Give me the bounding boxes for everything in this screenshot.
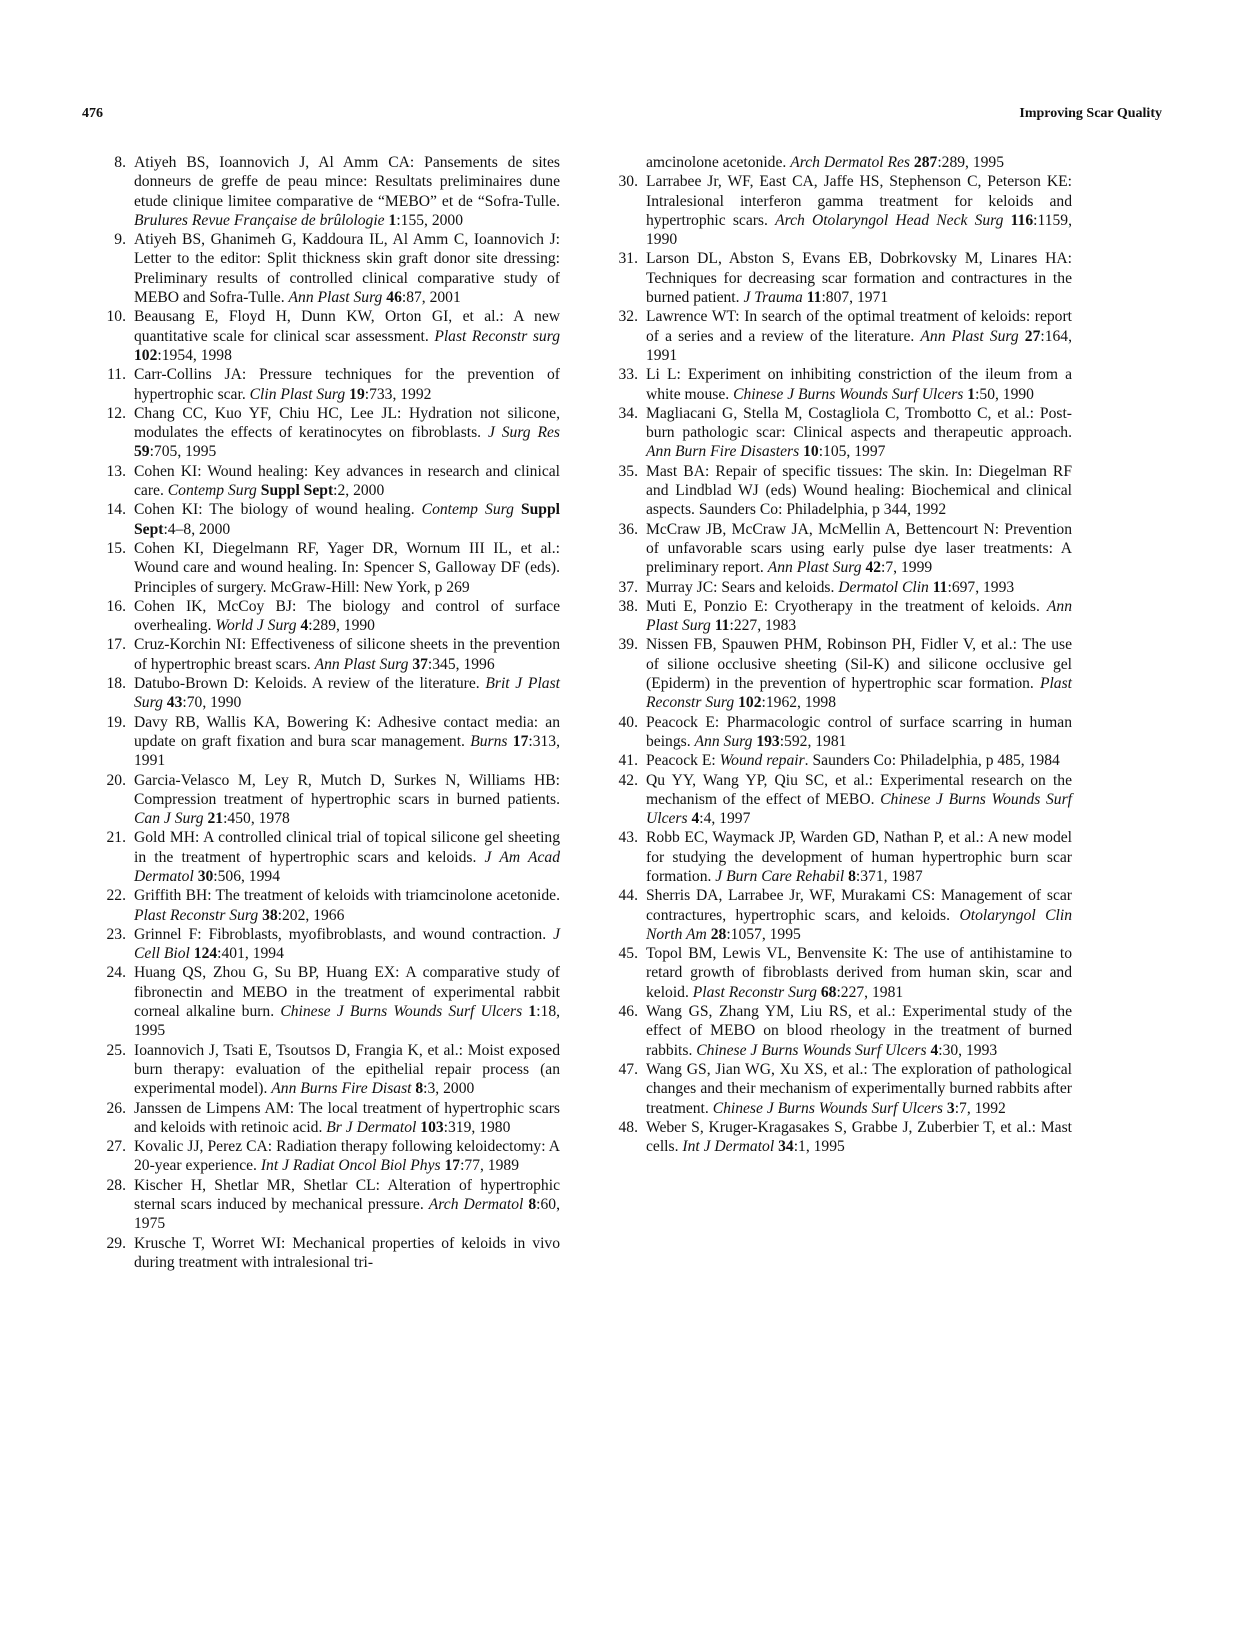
citation-text: Wang GS, Zhang YM, Liu RS, et al.: Experimental study of the effect of MEBO on blood rheology in the treatment of burned rabbits. (646, 1003, 1072, 1059)
reference-entry (90, 925, 560, 964)
journal-name: Brit J Plast Surg (134, 675, 560, 712)
reference-number: 28. (106, 1176, 126, 1194)
reference-entry (90, 771, 560, 829)
volume-number: 4 (300, 617, 309, 635)
journal-name: J Burn Care Rehabil (715, 867, 845, 885)
citation-text: Janssen de Limpens AM: The local treatment of hypertrophic scars and keloids with retinoic acid. (134, 1099, 560, 1136)
reference-text (134, 307, 560, 365)
volume-number: 1 (388, 211, 397, 229)
citation-text: :4, 1997 (699, 810, 751, 828)
volume-number: 193 (756, 732, 780, 750)
reference-number: 19. (106, 713, 126, 731)
citation-text: Cohen KI, Diegelmann RF, Yager DR, Wornum III IL, et al.: Wound care and wound healing. In: Spencer S, Galloway DF (eds). Principles of surgery. McGraw-Hill: New York, p 269 (134, 539, 560, 596)
citation-text: :1962, 1998 (761, 694, 837, 712)
journal-name: Brulures Revue Française de brûlologie (134, 211, 385, 229)
reference-entry (90, 539, 560, 597)
reference-entry (602, 597, 1072, 636)
volume-number: 27 (1024, 327, 1041, 345)
volume-number: Suppl Sept (134, 501, 560, 538)
reference-text (646, 1060, 1072, 1118)
citation-text: Atiyeh BS, Ioannovich J, Al Amm CA: Pansements de sites donneurs de greffe de peau mince: Resultats preliminaires dune etude clinique limitee comparative de “MEBO” et de “Sofra-Tulle. (134, 154, 560, 210)
citation-text: McCraw JB, McCraw JA, McMellin A, Bettencourt N: Prevention of unfavorable scars using early pulse dye laser treatments: A preliminary report. (646, 520, 1072, 577)
citation-text: Krusche T, Worret WI: Mechanical properties of keloids in vivo during treatment with intralesional tri- (134, 1234, 560, 1271)
reference-number: 24. (106, 964, 126, 982)
reference-text (646, 828, 1072, 886)
citation-text: Peacock E: (646, 752, 720, 770)
reference-number: 29. (106, 1234, 126, 1252)
journal-name: Br J Dermatol (326, 1118, 417, 1136)
citation-text: Li L: Experiment on inhibiting constriction of the ileum from a white mouse. (646, 366, 1072, 403)
reference-number: 34. (618, 404, 638, 422)
citation-text: Weber S, Kruger-Kragasakes S, Grabbe J, Zuberbier T, et al.: Mast cells. (646, 1118, 1072, 1156)
volume-number: 11 (806, 289, 822, 307)
reference-entry (90, 597, 560, 636)
volume-number: 1 (967, 385, 976, 403)
running-header (82, 106, 1162, 122)
journal-name: Chinese J Burns Wounds Surf Ulcers (696, 1041, 927, 1059)
reference-entry (90, 1099, 560, 1138)
journal-name: Chinese J Burns Wounds Surf Ulcers (646, 790, 1072, 828)
volume-number: 287 (913, 154, 938, 171)
citation-text: Cohen KI: The biology of wound healing. (134, 501, 422, 519)
citation-text: :70, 1990 (182, 694, 242, 712)
reference-entry (602, 1060, 1072, 1118)
reference-text (134, 771, 560, 829)
citation-text: Datubo-Brown D: Keloids. A review of the literature. (134, 675, 486, 693)
reference-number: 23. (106, 925, 126, 943)
citation-text (514, 501, 521, 518)
citation-text: :345, 1996 (427, 655, 495, 673)
reference-text (646, 249, 1072, 307)
reference-text (134, 713, 560, 771)
reference-entry (602, 886, 1072, 944)
reference-text (646, 713, 1072, 752)
reference-number: 25. (106, 1041, 126, 1059)
citation-text: Chang CC, Kuo YF, Chiu HC, Lee JL: Hydration not silicone, modulates the effects of keratinocytes on fibroblasts. (134, 404, 560, 442)
citation-text: Qu YY, Wang YP, Qiu SC, et al.: Experimental research on the mechanism of the effect of MEBO. (646, 771, 1072, 808)
volume-number: 34 (778, 1138, 794, 1156)
reference-number: 30. (618, 173, 638, 191)
reference-entry (90, 1041, 560, 1099)
volume-number: 1 (528, 1003, 537, 1021)
citation-text: :164, 1991 (646, 327, 1072, 364)
reference-number: 47. (618, 1060, 638, 1078)
journal-name: Chinese J Burns Wounds Surf Ulcers (280, 1003, 523, 1021)
volume-number: 8 (415, 1080, 424, 1098)
reference-number: 48. (618, 1118, 638, 1136)
reference-text (134, 539, 560, 597)
journal-name: Plast Reconstr Surg (692, 983, 817, 1001)
reference-text (134, 828, 560, 886)
reference-number: 33. (618, 366, 638, 384)
reference-entry (90, 230, 560, 307)
reference-text (646, 1118, 1072, 1157)
reference-text (646, 944, 1072, 1002)
reference-number: 10. (106, 308, 126, 326)
volume-number: 8 (528, 1196, 537, 1214)
citation-text: Larrabee Jr, WF, East CA, Jaffe HS, Stephenson C, Peterson KE: Intralesional interferon gamma treatment for keloids and hypertrophic scars. (646, 173, 1072, 229)
reference-text (646, 751, 1072, 770)
reference-number: 36. (618, 520, 638, 538)
citation-text: amcinolone acetonide. (646, 154, 791, 171)
reference-text (134, 1137, 560, 1176)
journal-name: J Am Acad Dermatol (134, 848, 561, 885)
reference-number: 45. (618, 945, 638, 963)
reference-text (646, 365, 1072, 404)
reference-entry (90, 635, 560, 674)
reference-number: 9. (114, 231, 126, 249)
citation-text: :289, 1990 (308, 617, 375, 635)
citation-text: :105, 1997 (818, 443, 886, 461)
reference-number: 43. (618, 829, 638, 847)
reference-entry (90, 713, 560, 771)
citation-text: Cohen IK, McCoy BJ: The biology and control of surface overhealing. (134, 597, 560, 635)
journal-name: Ann Plast Surg (288, 289, 383, 307)
reference-text (134, 963, 560, 1040)
citation-text: Carr-Collins JA: Pressure techniques for the prevention of hypertrophic scar. (134, 366, 560, 403)
citation-text: :202, 1966 (277, 906, 345, 924)
reference-entry (90, 404, 560, 462)
citation-text: Garcia-Velasco M, Ley R, Mutch D, Surkes N, Williams HB: Compression treatment of hypertrophic scars in burned patients. (134, 771, 560, 808)
citation-text: :7, 1999 (881, 559, 933, 577)
journal-name: Plast Reconstr Surg (646, 675, 1072, 712)
journal-name: Ann Surg (694, 732, 753, 750)
citation-text: Wang GS, Jian WG, Xu XS, et al.: The exploration of pathological changes and their mechanism of experimentally burned rabbits after treatment. (646, 1060, 1072, 1117)
reference-number: 21. (106, 829, 126, 847)
reference-text (134, 500, 560, 539)
reference-entry (90, 886, 560, 925)
volume-number: 4 (930, 1041, 939, 1059)
reference-text (134, 886, 560, 925)
reference-number: 17. (106, 636, 126, 654)
citation-text: :313, 1991 (134, 732, 560, 770)
citation-text: :3, 2000 (423, 1080, 475, 1098)
citation-text: Muti E, Ponzio E: Cryotherapy in the treatment of keloids. (646, 597, 1047, 615)
journal-name: Dermatol Clin (838, 578, 929, 596)
reference-text (134, 925, 560, 964)
reference-entry (602, 307, 1072, 365)
volume-number: 42 (865, 559, 882, 577)
reference-text (646, 578, 1072, 597)
journal-name: Int J Dermatol (682, 1138, 775, 1156)
citation-text: :50, 1990 (975, 385, 1034, 403)
reference-number: 15. (106, 539, 126, 557)
citation-text: :30, 1993 (938, 1041, 998, 1059)
citation-text: :87, 2001 (401, 289, 461, 307)
journal-name: Clin Plast Surg (249, 385, 346, 403)
journal-name: J Trauma (743, 289, 803, 307)
journal-name: Chinese J Burns Wounds Surf Ulcers (712, 1099, 943, 1117)
journal-name: J Cell Biol (134, 925, 560, 963)
reference-number: 18. (106, 675, 126, 693)
volume-number: 124 (193, 945, 218, 963)
volume-number: 4 (691, 810, 700, 828)
journal-name: Int J Radiat Oncol Biol Phys (260, 1157, 441, 1175)
volume-number: 8 (848, 867, 856, 885)
citation-text: :1159, 1990 (646, 211, 1072, 249)
running-title: Improving Scar Quality (1019, 106, 1162, 121)
citation-text: :371, 1987 (855, 867, 923, 885)
reference-entry (602, 249, 1072, 307)
reference-entry (602, 404, 1072, 462)
journal-name: Ann Plast Surg (920, 327, 1019, 345)
reference-entry (602, 751, 1072, 770)
reference-entry (90, 828, 560, 886)
journal-name: Chinese J Burns Wounds Surf Ulcers (733, 385, 964, 403)
citation-text: :450, 1978 (223, 810, 290, 828)
citation-text: Robb EC, Waymack JP, Warden GD, Nathan P, et al.: A new model for studying the development of human hypertrophic burn scar formation. (646, 829, 1072, 885)
reference-text (134, 1176, 560, 1234)
citation-text: :1, 1995 (793, 1138, 845, 1156)
reference-number: 14. (106, 501, 126, 519)
reference-text (646, 771, 1072, 829)
reference-entry (602, 520, 1072, 578)
volume-number: 21 (207, 810, 224, 828)
reference-number: 16. (106, 597, 126, 615)
citation-text: :60, 1975 (134, 1196, 560, 1233)
reference-number: 13. (106, 462, 126, 480)
reference-text (134, 230, 560, 307)
citation-text: :155, 2000 (396, 211, 464, 229)
volume-number: 28 (710, 925, 727, 943)
citation-text: :77, 1989 (460, 1157, 519, 1175)
journal-name: Ann Plast Surg (314, 655, 409, 673)
journal-name: Ann Plast Surg (646, 597, 1072, 635)
citation-text: :1057, 1995 (726, 925, 801, 943)
reference-entry (90, 674, 560, 713)
reference-text (602, 153, 1072, 172)
citation-text: :592, 1981 (779, 732, 847, 750)
volume-number: 43 (166, 694, 183, 712)
reference-number: 27. (106, 1138, 126, 1156)
reference-entry (602, 828, 1072, 886)
reference-text (134, 674, 560, 713)
citation-text: Lawrence WT: In search of the optimal treatment of keloids: report of a series and a review of the literature. (646, 308, 1072, 345)
reference-number: 11. (107, 366, 126, 384)
reference-text (646, 404, 1072, 462)
citation-text: :1954, 1998 (157, 346, 232, 364)
references-right-column (602, 153, 1072, 1156)
reference-text (646, 635, 1072, 712)
reference-number: 41. (618, 752, 638, 770)
volume-number: Suppl Sept (260, 482, 334, 500)
volume-number: 11 (714, 617, 730, 635)
citation-text: Murray JC: Sears and keloids. (646, 578, 839, 596)
reference-text (134, 635, 560, 674)
reference-number: 20. (106, 771, 126, 789)
reference-entry (90, 153, 560, 230)
volume-number: 30 (197, 867, 214, 885)
journal-name: Ann Burn Fire Disasters (646, 443, 800, 461)
reference-entry (602, 462, 1072, 520)
journal-name: Arch Otolaryngol Head Neck Surg (775, 211, 1004, 229)
volume-number: 37 (412, 655, 428, 673)
citation-text: Mast BA: Repair of specific tissues: The skin. In: Diegelman RF and Lindblad WJ (eds) Wound healing: Biochemical and clinical aspects. Saunders Co: Philadelphia, p 344, 1992 (646, 462, 1072, 519)
citation-text: :227, 1983 (729, 617, 797, 635)
reference-text (646, 520, 1072, 578)
citation-text: :7, 1992 (954, 1099, 1006, 1117)
citation-text: :289, 1995 (937, 154, 1005, 171)
journal-name: Plast Reconstr Surg (134, 906, 259, 924)
reference-number: 39. (618, 636, 638, 654)
citation-text: :319, 1980 (443, 1118, 511, 1136)
reference-entry (90, 307, 560, 365)
journal-name: Arch Dermatol (428, 1196, 524, 1214)
reference-text (646, 307, 1072, 365)
citation-text: :506, 1994 (213, 867, 280, 885)
reference-text (646, 172, 1072, 249)
volume-number: 3 (946, 1099, 955, 1117)
reference-text (134, 462, 560, 501)
journal-name: World J Surg (215, 617, 297, 635)
journal-name: Ann Plast Surg (767, 559, 862, 577)
citation-text: Magliacani G, Stella M, Costagliola C, Trombotto C, et al.: Post-burn pathologic scar: Clinical aspects and therapeutic approach. (646, 404, 1072, 442)
reference-number: 8. (114, 154, 126, 171)
citation-text: Grinnel F: Fibroblasts, myofibroblasts, and wound contraction. (134, 925, 554, 943)
reference-entry (602, 713, 1072, 752)
reference-entry (602, 1118, 1072, 1157)
citation-text: :697, 1993 (947, 578, 1015, 596)
reference-entry (90, 1176, 560, 1234)
journal-name: J Surg Res (487, 424, 560, 442)
reference-entry (90, 963, 560, 1040)
reference-number: 12. (106, 404, 126, 422)
reference-entry (90, 462, 560, 501)
reference-entry (602, 153, 1072, 172)
references-left-column (90, 153, 560, 1272)
reference-entry (602, 365, 1072, 404)
citation-text: :401, 1994 (217, 945, 284, 963)
reference-number: 26. (106, 1099, 126, 1117)
citation-text: :705, 1995 (149, 443, 217, 461)
citation-text: :807, 1971 (821, 289, 889, 307)
reference-number: 38. (618, 597, 638, 615)
citation-text: Kovalic JJ, Perez CA: Radiation therapy following keloidectomy: A 20-year experience. (134, 1138, 560, 1175)
volume-number: 116 (1010, 211, 1034, 229)
page-number: 476 (82, 106, 103, 121)
reference-text (646, 886, 1072, 944)
volume-number: 38 (262, 906, 278, 924)
reference-entry (90, 1137, 560, 1176)
volume-number: 103 (420, 1118, 444, 1136)
reference-text (134, 365, 560, 404)
reference-number: 31. (618, 250, 638, 268)
reference-entry (90, 500, 560, 539)
volume-number: 17 (444, 1157, 461, 1175)
reference-entry (602, 944, 1072, 1002)
journal-name: Plast Reconstr surg (434, 327, 561, 345)
citation-text: Davy RB, Wallis KA, Bowering K: Adhesive contact media: an update on graft fixation and bura scar management. (134, 713, 560, 750)
journal-name: Can J Surg (134, 810, 204, 828)
reference-entry (602, 1002, 1072, 1060)
citation-text: Larson DL, Abston S, Evans EB, Dobrkovsky M, Linares HA: Techniques for decreasing scar formation and contractures in the burned patient. (646, 250, 1072, 307)
reference-number: 35. (618, 462, 638, 480)
journal-name: Otolaryngol Clin North Am (646, 906, 1072, 943)
journal-name: Wound repair (719, 752, 805, 770)
citation-text: Peacock E: Pharmacologic control of surface scarring in human beings. (646, 713, 1072, 750)
reference-entry (90, 365, 560, 404)
journal-name: Contemp Surg (421, 501, 514, 519)
citation-text: :733, 1992 (364, 385, 432, 403)
volume-number: 17 (512, 732, 529, 750)
citation-text: Atiyeh BS, Ghanimeh G, Kaddoura IL, Al Amm C, Ioannovich J: Letter to the editor: Split thickness skin graft donor site dressing: Preliminary results of controlled clinical comparative study of MEBO and Sofra-Tulle. (134, 231, 560, 307)
reference-number: 42. (618, 771, 638, 789)
citation-text: :4–8, 2000 (163, 520, 231, 538)
reference-number: 22. (106, 887, 126, 905)
reference-text (134, 1041, 560, 1099)
reference-entry (602, 172, 1072, 249)
citation-text (1003, 212, 1010, 229)
journal-name: Arch Dermatol Res (790, 154, 911, 171)
volume-number: 102 (134, 346, 158, 364)
reference-entry (602, 578, 1072, 597)
citation-text: Beausang E, Floyd H, Dunn KW, Orton GI, et al.: A new quantitative scale for clinical scar assessment. (134, 308, 560, 345)
reference-text (134, 153, 560, 230)
reference-entry (90, 1234, 560, 1273)
reference-text (134, 404, 560, 462)
reference-text (646, 597, 1072, 636)
volume-number: 59 (134, 443, 150, 461)
reference-text (646, 462, 1072, 520)
reference-number: 32. (618, 308, 638, 326)
volume-number: 11 (932, 578, 948, 596)
reference-entry (602, 771, 1072, 829)
reference-number: 40. (618, 713, 638, 731)
citation-text: Gold MH: A controlled clinical trial of topical silicone gel sheeting in the treatment of hypertrophic scars and keloids. (134, 829, 560, 866)
citation-text: Ioannovich J, Tsati E, Tsoutsos D, Frangia K, et al.: Moist exposed burn therapy: evaluation of the epithelial repair process (an experimental model). (134, 1041, 560, 1098)
citation-text: Kischer H, Shetlar MR, Shetlar CL: Alteration of hypertrophic sternal scars induced by mechanical pressure. (134, 1176, 560, 1214)
citation-text: :227, 1981 (836, 983, 904, 1001)
volume-number: 68 (820, 983, 837, 1001)
citation-text: Sherris DA, Larrabee Jr, WF, Murakami CS: Management of scar contractures, hypertrophic scars, and keloids. (646, 887, 1072, 924)
journal-name: Burns (470, 732, 508, 750)
volume-number: 102 (738, 694, 762, 712)
volume-number: 10 (803, 443, 819, 461)
journal-name: Ann Burns Fire Disast (271, 1080, 412, 1098)
citation-text: :18, 1995 (134, 1003, 561, 1040)
volume-number: 19 (349, 385, 365, 403)
citation-text: Nissen FB, Spauwen PHM, Robinson PH, Fidler V, et al.: The use of silione occlusive sheeting (Sil-K) and silicone occlusive gel (Epiderm) in the prevention of hypertrophic scar formation. (646, 636, 1072, 693)
reference-text (134, 1099, 560, 1138)
reference-entry (602, 635, 1072, 712)
citation-text: Griffith BH: The treatment of keloids with triamcinolone acetonide. (134, 887, 560, 905)
citation-text: Huang QS, Zhou G, Su BP, Huang EX: A comparative study of fibronectin and MEBO in the treatment of experimental rabbit corneal alkaline burn. (134, 964, 560, 1021)
citation-text: Cruz-Korchin NI: Effectiveness of silicone sheets in the prevention of hypertrophic breast scars. (134, 636, 560, 673)
citation-text: Cohen KI: Wound healing: Key advances in research and clinical care. (134, 462, 560, 500)
citation-text: Topol BM, Lewis VL, Benvensite K: The use of antihistamine to retard growth of fibroblasts derived from human skin, scar and keloid. (646, 945, 1072, 1001)
citation-text: :2, 2000 (333, 482, 385, 500)
citation-text: . Saunders Co: Philadelphia, p 485, 1984 (804, 752, 1060, 770)
reference-text (134, 597, 560, 636)
journal-name: Contemp Surg (167, 482, 257, 500)
volume-number: 46 (386, 289, 402, 307)
reference-number: 46. (618, 1003, 638, 1021)
reference-number: 37. (618, 578, 638, 596)
reference-number: 44. (618, 887, 638, 905)
reference-text (134, 1234, 560, 1273)
reference-text (646, 1002, 1072, 1060)
